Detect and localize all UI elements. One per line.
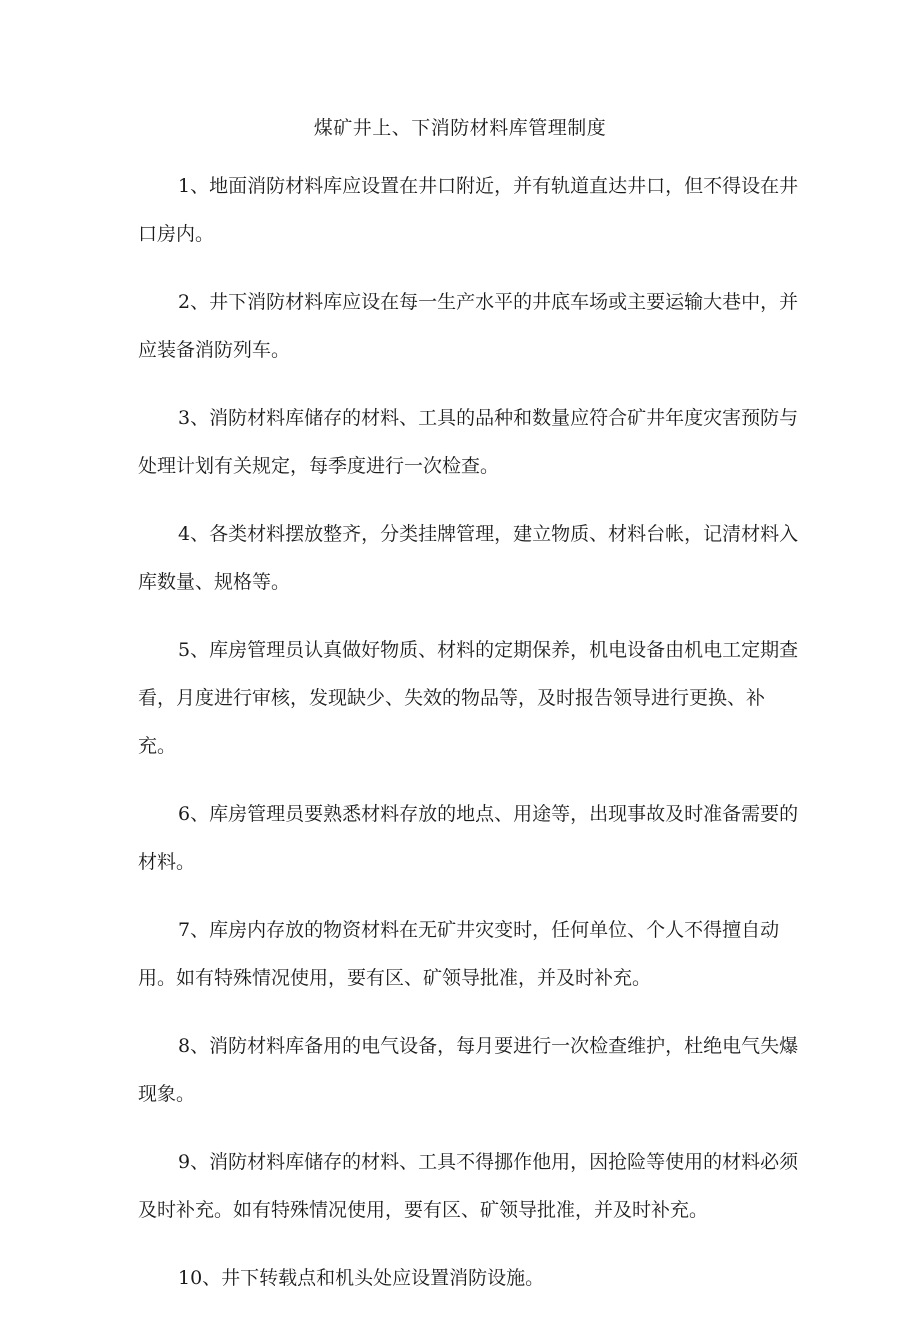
document-body bbox=[138, 162, 802, 1322]
clause-9: 9、消防材料库储存的材料、工具不得挪作他用，因抢险等使用的材料必须及时补充。如有特殊情况使用，要有区、矿领导批准，并及时补充。 bbox=[138, 1151, 799, 1221]
clause-6: 6、库房管理员要熟悉材料存放的地点、用途等，出现事故及时准备需要的材料。 bbox=[138, 803, 799, 873]
document-title: 煤矿井上、下消防材料库管理制度 bbox=[313, 117, 607, 139]
clause-5: 5、库房管理员认真做好物质、材料的定期保养，机电设备由机电工定期查看，月度进行审核，发现缺少、失效的物品等，及时报告领导进行更换、补充。 bbox=[138, 639, 799, 757]
clause-1: 1、地面消防材料库应设置在井口附近，并有轨道直达井口，但不得设在井口房内。 bbox=[138, 175, 799, 245]
clause-8: 8、消防材料库备用的电气设备，每月要进行一次检查维护，杜绝电气失爆现象。 bbox=[138, 1035, 799, 1105]
clause-2: 2、井下消防材料库应设在每一生产水平的井底车场或主要运输大巷中，并应装备消防列车。 bbox=[138, 291, 799, 361]
clause-10: 10、井下转载点和机头处应设置消防设施。 bbox=[178, 1267, 545, 1289]
clause-4: 4、各类材料摆放整齐，分类挂牌管理，建立物质、材料台帐，记清材料入库数量、规格等。 bbox=[138, 523, 799, 593]
clause-7: 7、库房内存放的物资材料在无矿井灾变时，任何单位、个人不得擅自动用。如有特殊情况使用，要有区、矿领导批准，并及时补充。 bbox=[138, 919, 780, 989]
clause-3: 3、消防材料库储存的材料、工具的品种和数量应符合矿井年度灾害预防与处理计划有关规定，每季度进行一次检查。 bbox=[138, 407, 799, 477]
